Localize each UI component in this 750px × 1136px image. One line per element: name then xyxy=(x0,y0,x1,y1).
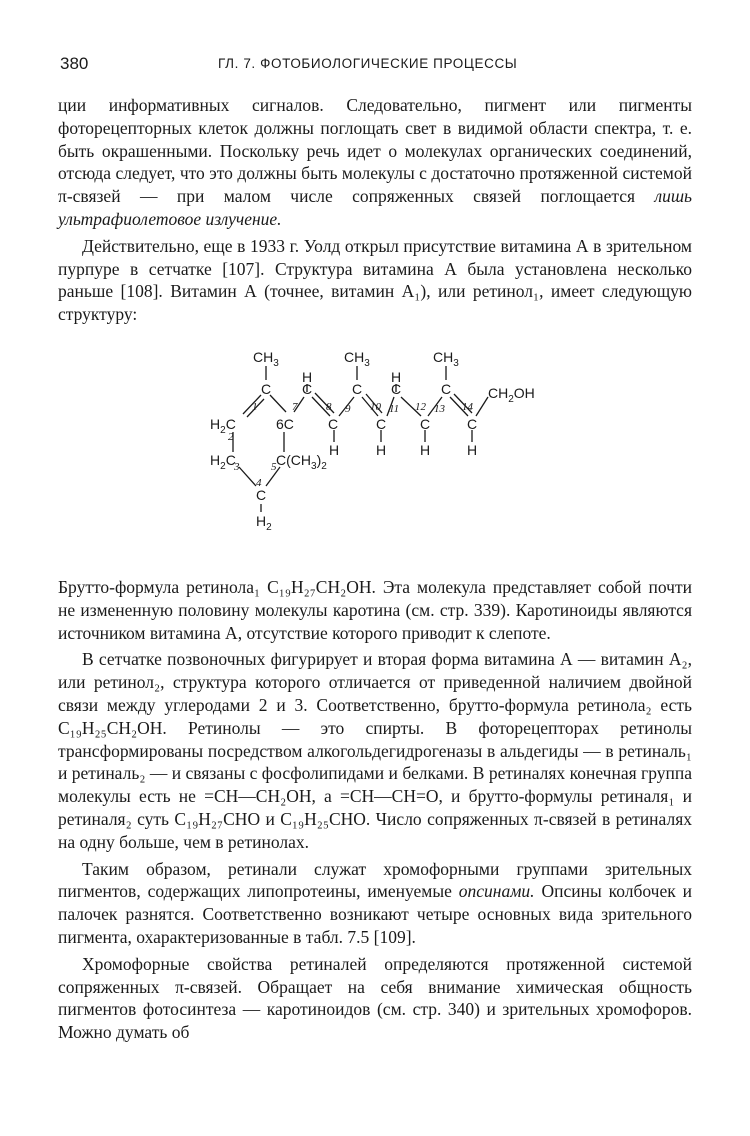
c-dimethyl-group: $C(CH_3)_2$ xyxy=(276,451,327,472)
ch2oh-group: $CH_2OH$ xyxy=(488,384,535,405)
num-9: 9 xyxy=(345,402,351,415)
num-13: 13 xyxy=(434,402,445,415)
paragraph-2: Действительно, еще в 1933 г. Уолд открыл присутствие витамина А в зрительном пурпуре в сетчатке [107]. Структура витамина А была установлена несколько раньше [108]. Витамин А (точнее, витамин А₁), или ретинол₁, имеет следующую структуру: xyxy=(58,235,692,325)
num-8: 8 xyxy=(326,400,332,413)
paragraph-5-text-b: Опсины колбочек и палочек разнятся. Соответственно возникают четыре основных вида зрительного пигмента, охарактеризованные в табл. 7.5 [109]. xyxy=(58,881,693,947)
carbon-7: C xyxy=(302,380,313,397)
carbon-14: C xyxy=(467,415,478,432)
num-12: 12 xyxy=(415,400,426,413)
paragraph-5-italic: опсинами. xyxy=(458,881,535,902)
carbon-1: C xyxy=(261,380,272,397)
num-1: 1 xyxy=(252,400,258,413)
h2c2-group: $H_2C$ xyxy=(210,415,236,436)
h-low-3: H xyxy=(420,441,431,458)
carbon-13: C xyxy=(441,380,452,397)
num-11: 11 xyxy=(389,402,400,415)
h-low-4: H xyxy=(467,441,478,458)
page-number: 380 xyxy=(60,54,89,73)
num-7: 7 xyxy=(292,400,298,413)
h-low-2: H xyxy=(376,441,387,458)
page-header xyxy=(58,54,692,76)
paragraph-5 xyxy=(58,858,692,949)
carbon-6: 6C xyxy=(276,415,294,432)
h-low-1: H xyxy=(329,441,340,458)
book-page xyxy=(58,0,692,1136)
carbon-9: C xyxy=(352,380,363,397)
num-2: 2 xyxy=(228,430,234,443)
paragraph-5-text-a: Таким образом, ретинали служат хромофорными группами зрительных пигментов, содержащих липопротеины, именуемые xyxy=(58,858,692,902)
retinol-structural-formula xyxy=(58,334,692,570)
h2c3-group: $H_2C$ xyxy=(210,451,236,472)
page-body xyxy=(58,94,692,1044)
num-5: 5 xyxy=(271,460,277,473)
h-top-1: H xyxy=(302,368,313,385)
carbon-8: C xyxy=(328,415,339,432)
h2-bottom: $H_2$ xyxy=(256,512,272,533)
carbon-4: C xyxy=(256,486,267,503)
carbon-11: C xyxy=(391,380,402,397)
num-10: 10 xyxy=(370,400,381,413)
num-4: 4 xyxy=(256,476,262,489)
methyl-3: $CH_3$ xyxy=(433,348,459,369)
num-3: 3 xyxy=(234,460,240,473)
h-top-2: H xyxy=(391,368,402,385)
paragraph-1-text: ции информативных сигналов. Следовательно, пигмент или пигменты фоторецепторных клеток должны поглощать свет в видимой области спектра, т. е. быть окрашенными. Поскольку речь идет о молекулах органических соединений, отсюда следует, что это должны быть молекулы с достаточно протяженной системой π-связей — при малом числе сопряженных связей поглощается xyxy=(58,95,692,207)
carbon-10: C xyxy=(376,415,387,432)
methyl-1: $CH_3$ xyxy=(253,348,279,369)
retinol-formula-svg xyxy=(58,334,692,570)
paragraph-1 xyxy=(58,94,692,231)
num-14: 14 xyxy=(462,400,473,413)
carbon-12: C xyxy=(420,415,431,432)
running-head: ГЛ. 7. ФОТОБИОЛОГИЧЕСКИЕ ПРОЦЕССЫ xyxy=(218,56,518,71)
paragraph-4: В сетчатке позвоночных фигурирует и вторая форма витамина А — витамин А₂, или ретинол₂, структура которого отличается от приведенной наличием двойной связи между углеродами 2 и 3. Соответственно, брутто-формула ретинола₂ есть C₁₉H₂₅CH₂OH. Ретинолы — это спирты. В фоторецепторах ретинолы трансформированы посредством алкогольдегидрогеназы в альдегиды — в ретиналь₁ и ретиналь₂ — и связаны с фосфолипидами и белками. В ретиналях конечная группа молекулы есть не =CH—CH₂OH, а =CH—CH=O, и брутто-формулы ретиналя₁ и ретиналя₂ суть C₁₉H₂₇CHO и C₁₉H₂₅CHO. Число сопряженных π-связей в ретиналях на одну больше, чем в ретинолах. xyxy=(58,649,692,852)
methyl-2: $CH_3$ xyxy=(344,348,370,369)
paragraph-3: Брутто-формула ретинола₁ C₁₉H₂₇CH₂OH. Эта молекула представляет собой почти не измененную половину молекулы каротина (см. стр. 339). Каротиноиды являются источником витамина А, отсутствие которого приводит к слепоте. xyxy=(58,576,692,643)
paragraph-6: Хромофорные свойства ретиналей определяются протяженной системой сопряженных π-связей. Обращает на себя внимание химическая общность пигментов фотосинтеза — каротиноидов (см. стр. 340) и зрительных хромофоров. Можно думать об xyxy=(58,953,692,1043)
paragraph-1-italic: лишь ультрафиолетовое излучение. xyxy=(58,186,692,229)
